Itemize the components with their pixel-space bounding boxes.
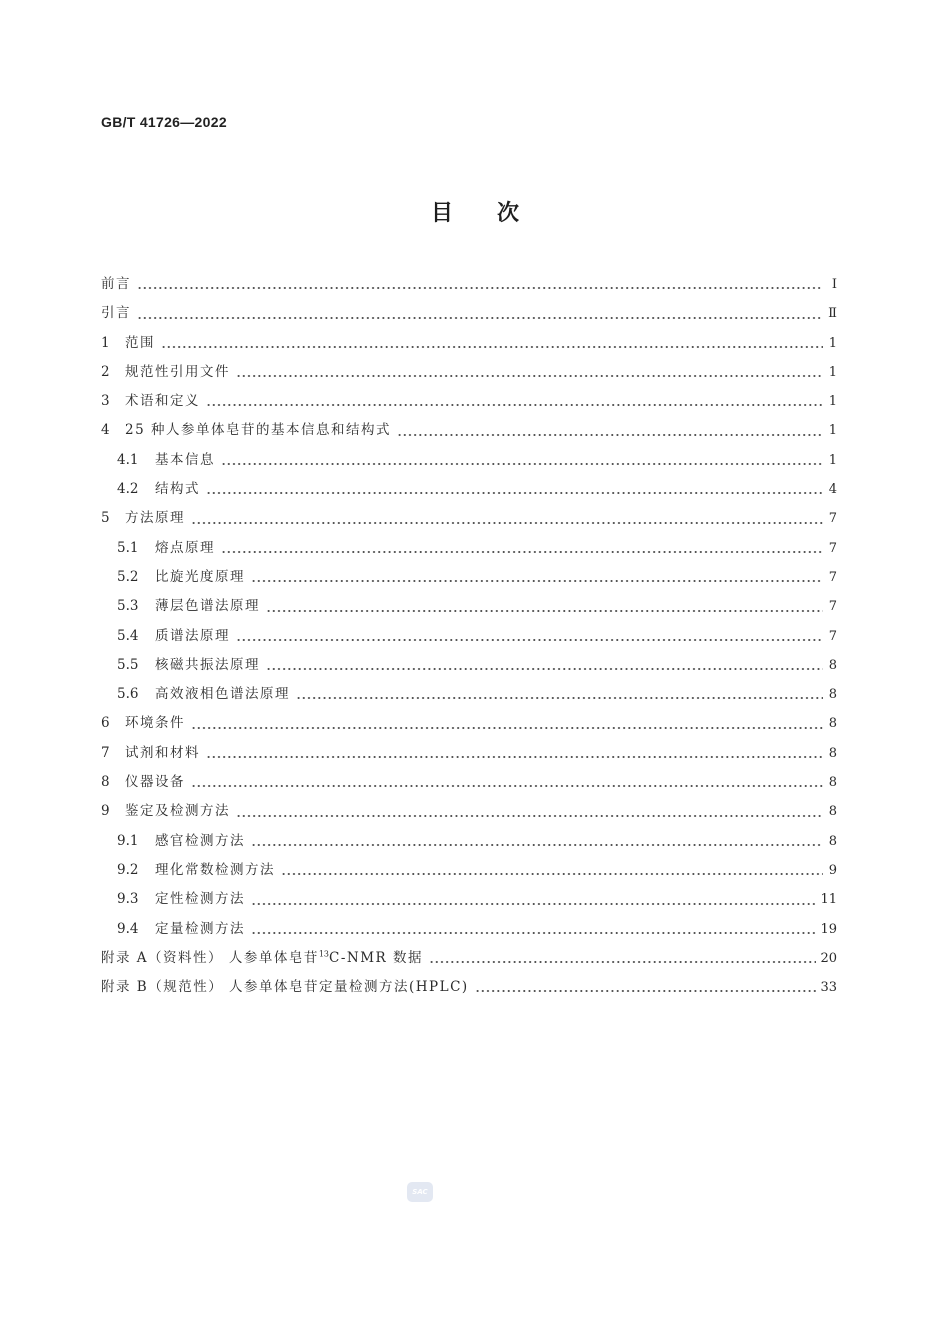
toc-entry[interactable] xyxy=(101,387,837,416)
toc-entry-number: 4 xyxy=(101,422,110,439)
toc-entry-number: 8 xyxy=(101,774,110,791)
toc-leader-dots xyxy=(429,960,816,964)
toc-leader-dots xyxy=(221,462,823,466)
toc-entry-number: 5.2 xyxy=(117,568,139,585)
toc-entry-label: 感官检测方法 xyxy=(155,832,245,849)
toc-entry[interactable] xyxy=(101,475,837,504)
toc-annex-a[interactable] xyxy=(101,944,837,973)
toc-entry[interactable] xyxy=(101,358,837,387)
toc-entry[interactable] xyxy=(101,416,837,445)
toc-entry[interactable] xyxy=(101,768,837,797)
toc-entry-label: 术语和定义 xyxy=(125,393,200,410)
toc-entry[interactable] xyxy=(101,709,837,738)
toc-entry-label: 理化常数检测方法 xyxy=(155,861,275,878)
toc-entry-label: 前言 xyxy=(101,276,131,292)
toc-leader-dots xyxy=(266,609,823,613)
toc-entry-number: 5 xyxy=(101,510,110,527)
toc-leader-dots xyxy=(251,843,823,847)
toc-entry[interactable] xyxy=(101,329,837,358)
toc-entry-number: 4.2 xyxy=(117,481,139,498)
toc-entry-number: 9.2 xyxy=(117,861,139,878)
toc-leader-dots xyxy=(251,579,823,583)
toc-annex-b-label: 附录 B（规范性） 人参单体皂苷定量检测方法(HPLC) xyxy=(101,979,469,996)
toc-entry-page: 8 xyxy=(828,804,837,820)
toc-entry[interactable] xyxy=(101,827,837,856)
toc-entry-page: 11 xyxy=(820,892,837,908)
toc-entry-label: 引言 xyxy=(101,305,131,322)
toc-entry[interactable] xyxy=(101,504,837,533)
toc-entry[interactable] xyxy=(101,563,837,592)
toc-entry-page: 1 xyxy=(828,452,837,468)
toc-entry[interactable] xyxy=(101,680,837,709)
toc-entry-number: 9.3 xyxy=(117,891,139,908)
toc-entry[interactable] xyxy=(101,885,837,914)
toc-entry-number: 5.1 xyxy=(117,539,139,556)
sac-watermark-logo: SAC xyxy=(407,1182,433,1202)
toc-leader-dots xyxy=(137,316,823,320)
toc-leader-dots xyxy=(397,433,823,437)
toc-entry[interactable] xyxy=(101,622,837,651)
toc-entry-label: 核磁共振法原理 xyxy=(155,656,260,673)
toc-entry-number: 9 xyxy=(101,803,110,820)
toc-leader-dots xyxy=(191,784,823,788)
toc-entry-number: 5.3 xyxy=(117,598,139,615)
toc-annex-a-page: 20 xyxy=(820,950,837,966)
toc-entry-page: 7 xyxy=(828,511,837,527)
toc-entry[interactable] xyxy=(101,651,837,680)
toc-entry-label: 方法原理 xyxy=(125,510,185,527)
toc-leader-dots xyxy=(191,726,823,730)
toc-entry-label: 范围 xyxy=(125,334,155,351)
toc-entry-label: 环境条件 xyxy=(125,715,185,732)
toc-leader-dots xyxy=(191,521,823,525)
toc-entry-page: Ⅰ xyxy=(831,277,837,292)
toc-entry-page: 4 xyxy=(828,482,837,498)
toc-entry-label: 定量检测方法 xyxy=(155,920,245,937)
toc-entry-label: 质谱法原理 xyxy=(155,627,230,644)
toc-leader-dots xyxy=(236,374,823,378)
toc-entry-page: 8 xyxy=(828,833,837,849)
toc-entry-page: 8 xyxy=(828,775,837,791)
toc-leader-dots xyxy=(137,286,823,290)
toc-entry-page: 9 xyxy=(828,862,837,878)
toc-leader-dots xyxy=(251,902,816,906)
toc-leader-dots xyxy=(281,872,823,876)
toc-entry[interactable] xyxy=(101,739,837,768)
toc-entry-page: 7 xyxy=(828,540,837,556)
toc-entry-number: 4.1 xyxy=(117,451,139,468)
toc-entry-label: 鉴定及检测方法 xyxy=(125,803,230,820)
toc-entry-number: 2 xyxy=(101,363,110,380)
toc-entry-number: 7 xyxy=(101,744,110,761)
toc-entry[interactable] xyxy=(101,270,837,299)
toc-entry-number: 5.6 xyxy=(117,686,139,703)
toc-entry[interactable] xyxy=(101,446,837,475)
toc-leader-dots xyxy=(236,638,823,642)
toc-entry-label: 熔点原理 xyxy=(155,539,215,556)
toc-entry-number: 5.4 xyxy=(117,627,139,644)
toc-entry-page: 7 xyxy=(828,599,837,615)
toc-entry-number: 6 xyxy=(101,715,110,732)
toc-entry-page: 8 xyxy=(828,716,837,732)
toc-entry-page: 1 xyxy=(828,394,837,410)
toc-entry-number: 3 xyxy=(101,393,110,410)
toc-annex-b-page: 33 xyxy=(820,980,837,996)
toc-entry-number: 9.4 xyxy=(117,920,139,937)
toc-entry[interactable] xyxy=(101,915,837,944)
toc-leader-dots xyxy=(206,755,823,759)
table-of-contents xyxy=(101,270,837,1002)
toc-leader-dots xyxy=(206,491,823,495)
page-title: 目次 xyxy=(430,201,563,226)
toc-entry-number: 1 xyxy=(101,334,110,351)
toc-leader-dots xyxy=(161,345,823,349)
toc-entry[interactable] xyxy=(101,856,837,885)
toc-entry-number: 5.5 xyxy=(117,656,139,673)
toc-entry-page: 1 xyxy=(828,364,837,380)
toc-entry-label: 薄层色谱法原理 xyxy=(155,598,260,615)
toc-leader-dots xyxy=(221,550,823,554)
toc-annex-a-label: 附录 A（资料性） 人参单体皂苷$^{13}$C-NMR 数据 xyxy=(101,949,424,966)
toc-entry[interactable] xyxy=(101,534,837,563)
toc-entry-page: 1 xyxy=(828,335,837,351)
toc-entry-label: 25 种人参单体皂苷的基本信息和结构式 xyxy=(125,422,391,439)
toc-leader-dots xyxy=(236,814,823,818)
toc-entry-label: 试剂和材料 xyxy=(125,744,200,761)
toc-entry-page: 8 xyxy=(828,687,837,703)
toc-entry[interactable] xyxy=(101,592,837,621)
toc-entry-label: 规范性引用文件 xyxy=(125,363,230,380)
toc-leader-dots xyxy=(251,931,816,935)
toc-annex-b[interactable] xyxy=(101,973,837,1002)
toc-entry-page: Ⅱ xyxy=(828,306,837,322)
toc-entry-page: 8 xyxy=(828,657,837,673)
toc-entry-page: 19 xyxy=(820,921,837,937)
toc-entry-page: 7 xyxy=(828,628,837,644)
toc-entry-label: 高效液相色谱法原理 xyxy=(155,686,290,703)
toc-leader-dots xyxy=(206,403,823,407)
toc-entry[interactable] xyxy=(101,797,837,826)
toc-entry-page: 1 xyxy=(828,423,837,439)
toc-entry-label: 结构式 xyxy=(155,481,200,498)
toc-entry[interactable] xyxy=(101,299,837,328)
toc-entry-page: 7 xyxy=(828,569,837,585)
toc-entry-label: 基本信息 xyxy=(155,451,215,468)
standard-code: GB/T 41726—2022 xyxy=(101,114,227,130)
toc-leader-dots xyxy=(475,989,817,993)
toc-entry-label: 定性检测方法 xyxy=(155,891,245,908)
toc-entry-label: 仪器设备 xyxy=(125,774,185,791)
toc-entry-number: 9.1 xyxy=(117,832,139,849)
toc-entry-page: 8 xyxy=(828,745,837,761)
toc-entry-label: 比旋光度原理 xyxy=(155,568,245,585)
toc-leader-dots xyxy=(296,696,823,700)
toc-leader-dots xyxy=(266,667,823,671)
